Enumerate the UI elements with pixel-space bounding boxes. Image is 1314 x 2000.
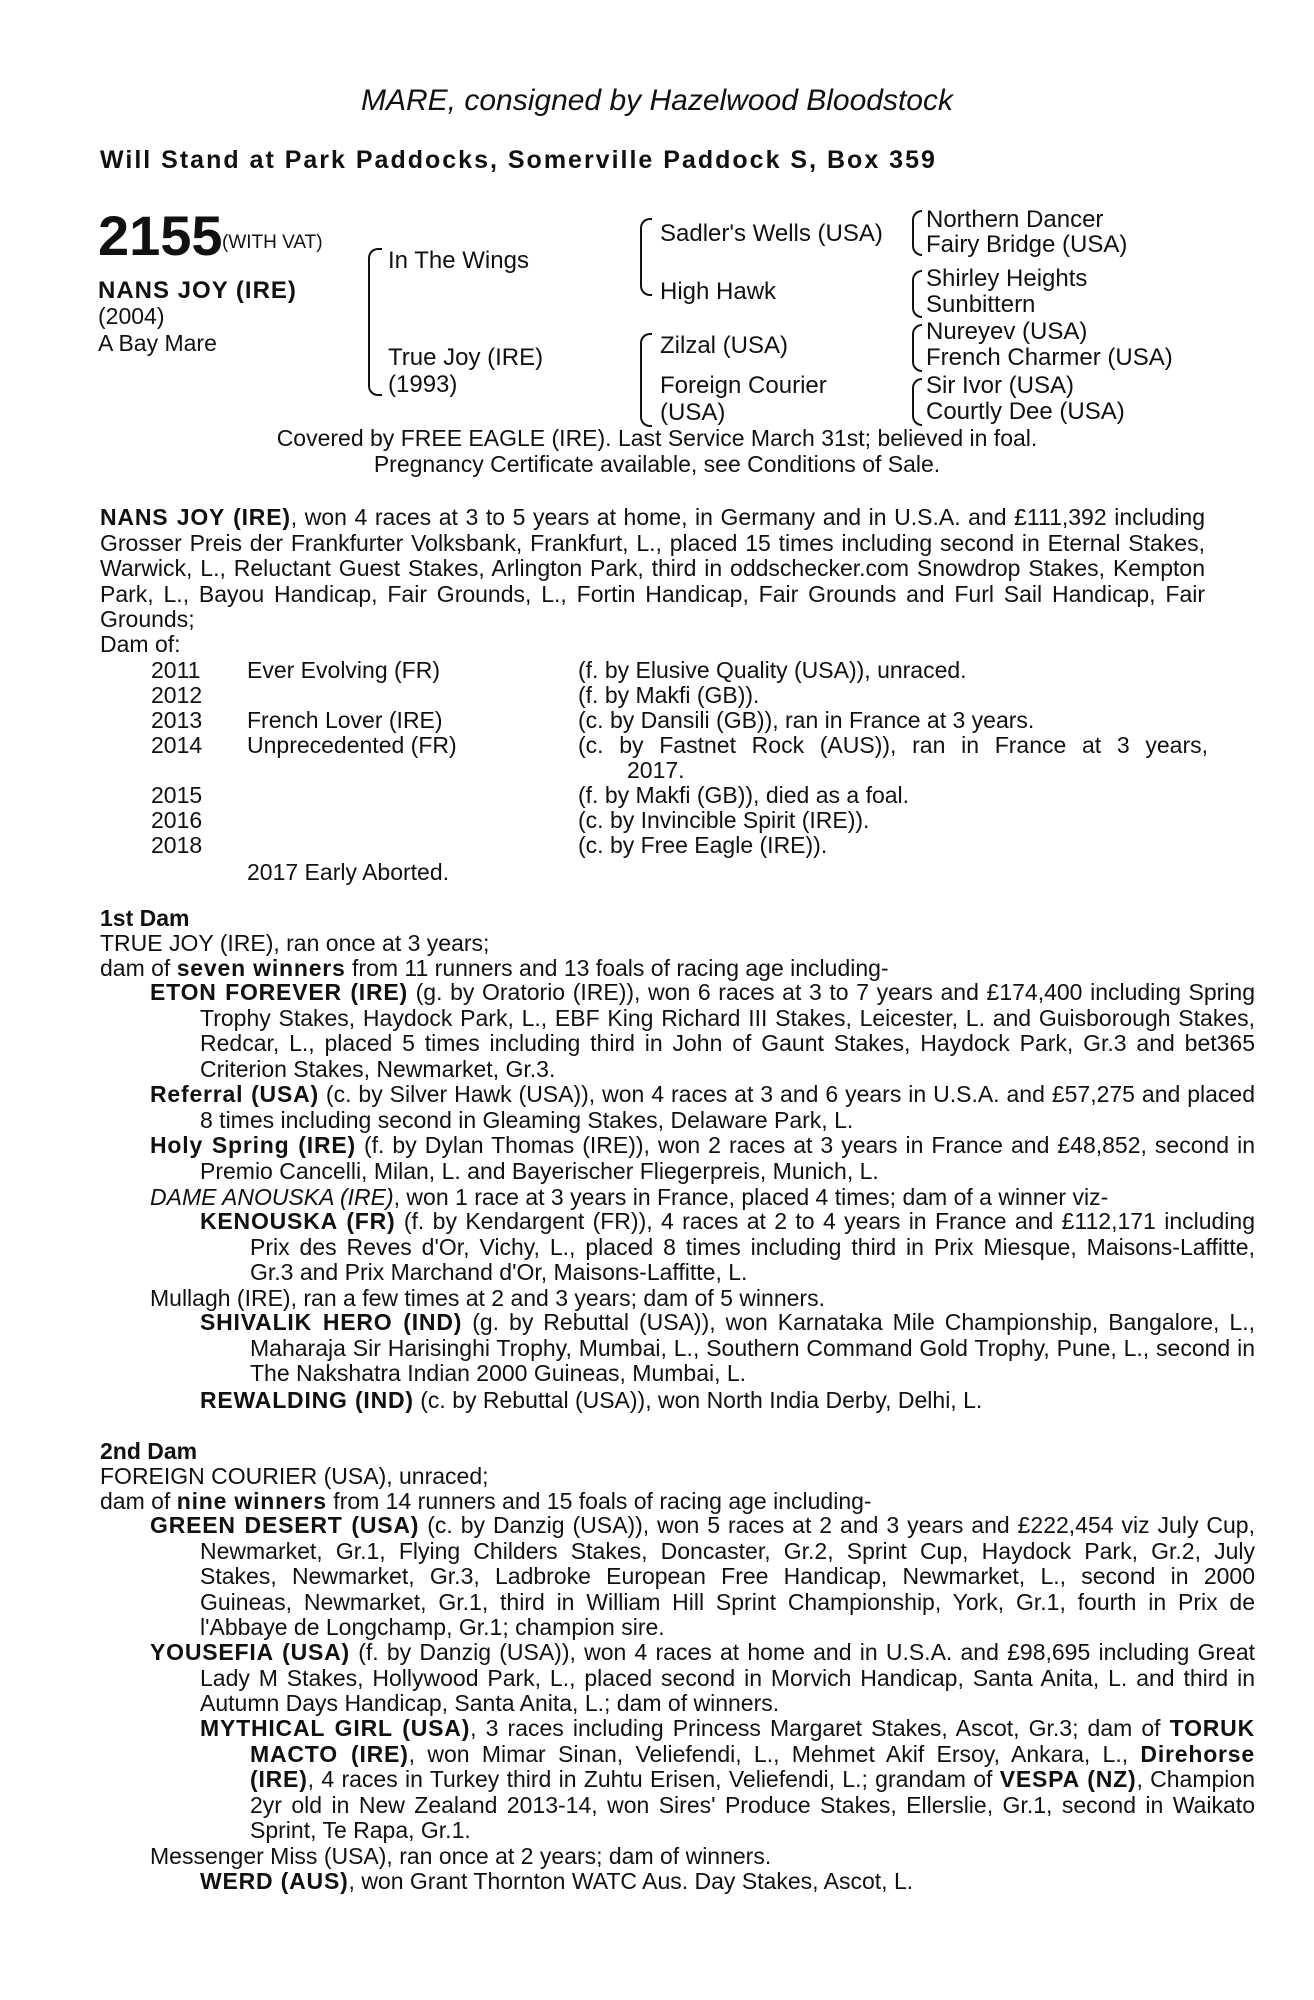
progeny-werd [200,1868,913,1895]
pedigree-ddd: Courtly Dee (USA) [926,398,1125,425]
pedigree-brace-ds [912,324,922,372]
pedigree-dds: Sir Ivor (USA) [926,372,1075,399]
vat-note: (WITH VAT) [222,232,323,253]
first-dam-line: TRUE JOY (IRE), ran once at 3 years; [100,930,490,956]
summary-text: dam of [100,955,177,981]
lot-number: 2155 [98,204,223,267]
produce-info: (c. by Invincible Spirit (IRE)). [578,807,870,833]
progeny-eton-forever [150,980,1255,1082]
pedigree-sds: Shirley Heights [926,265,1088,292]
horse-name: NANS JOY (IRE) [98,277,297,304]
pedigree-dam-dam-2: (USA) [660,399,726,426]
progeny-text: (c. by Rebuttal (USA)), won North India Derby, Delhi, L. [413,1387,983,1413]
produce-info: (f. by Elusive Quality (USA)), unraced. [578,657,967,683]
pedigree-sire-dam: High Hawk [660,278,777,305]
progeny-text: (f. by Kendargent (FR)), 4 races at 2 to 4 years in France and £112,171 including Prix des Reves d'Or, Vichy, L., placed 8 times including third in Prix Miesque, Maisons-Laffitte, Gr.3 and Prix Marchand d'Or, Maisons-Laffitte, L. [250,1208,1255,1285]
progeny-mythical-girl [200,1716,1255,1844]
second-dam-heading: 2nd Dam [100,1438,198,1464]
produce-year: 2011 [151,657,201,683]
pedigree-dss: Nureyev (USA) [926,318,1088,345]
progeny-text: , Champion 2yr old in New Zealand 2013-14, won Sires' Produce Stakes, Ellerslie, Gr.1, second in Waikato Sprint, Te Rapa, Gr.1. [250,1766,1255,1843]
progeny-name: SHIVALIK HERO (IND) [200,1309,463,1335]
progeny-holy-spring [150,1133,1255,1184]
pedigree-sire: In The Wings [388,247,529,274]
progeny-text: , won Grant Thornton WATC Aus. Day Stakes, Ascot, L. [348,1868,914,1894]
pedigree-dam-sire: Zilzal (USA) [660,332,789,359]
produce-name: Unprecedented (FR) [247,732,457,758]
produce-info: (c. by Fastnet Rock (AUS)), ran in France at 3 years, [578,732,1208,758]
pedigree-brace-ss [912,210,922,256]
produce-year: 2015 [151,782,203,808]
progeny-name: VESPA (NZ) [999,1766,1137,1792]
produce-year: 2013 [151,707,203,733]
pedigree-brace-main [368,248,382,396]
horse-year: (2004) [98,303,165,329]
progeny-kenouska [200,1209,1255,1286]
progeny-name: GREEN DESERT (USA) [150,1512,420,1538]
stand-location: Will Stand at Park Paddocks, Somerville Paddock S, Box 359 [100,146,937,174]
pedigree-ssd: Fairy Bridge (USA) [926,231,1128,258]
progeny-green-desert [150,1513,1255,1641]
pedigree-sdd: Sunbittern [926,291,1036,318]
progeny-dame-anouska [150,1184,1108,1211]
progeny-name: REWALDING (IND) [200,1387,414,1413]
progeny-name: Referral (USA) [150,1081,319,1107]
progeny-mullagh: Mullagh (IRE), ran a few times at 2 and 3 years; dam of 5 winners. [150,1285,825,1311]
progeny-yousefia [150,1640,1255,1717]
first-dam-heading: 1st Dam [100,905,190,931]
progeny-text: (g. by Rebuttal (USA)), won Karnataka Mile Championship, Bangalore, L., Maharaja Sir Harisinghi Trophy, Mumbai, L., Southern Command Gold Trophy, Pune, L., second in The Nakshatra Indian 2000 Guineas, Mumbai, L. [250,1309,1256,1386]
progeny-referral [150,1082,1255,1133]
progeny-name: MYTHICAL GIRL (USA) [200,1715,471,1741]
produce-info: (c. by Dansili (GB)), ran in France at 3 years. [578,707,1035,733]
consignment-line: MARE, consigned by Hazelwood Bloodstock [361,84,953,117]
produce-info-cont: 2017. [627,757,685,783]
covered-line: Covered by FREE EAGLE (IRE). Last Service March 31st; believed in foal. [276,425,1038,451]
progeny-name: TORUK MACTO (IRE) [250,1715,1255,1767]
progeny-text: , won 1 race at 3 years in France, placed 4 times; dam of a winner viz- [393,1184,1109,1210]
progeny-name: WERD (AUS) [200,1868,349,1894]
dam-of-label: Dam of: [100,631,181,657]
produce-info: (f. by Makfi (GB)). [578,682,760,708]
progeny-shivalik-hero [200,1310,1255,1387]
summary-text: from 11 runners and 13 foals of racing age including- [345,955,889,981]
summary-winners: nine winners [176,1488,327,1514]
pedigree-sss: Northern Dancer [926,206,1104,233]
progeny-text: , 4 races in Turkey third in Zuhtu Erisen, Veliefendi, L.; grandam of [307,1766,1000,1792]
second-dam-summary [100,1488,872,1515]
progeny-text: (c. by Danzig (USA)), won 5 races at 2 and 3 years and £222,454 viz July Cup, Newmarket, Gr.1, Flying Childers Stakes, Doncaster, Gr.2, Sprint Cup, Haydock Park, Gr.2, July Stakes, Newmarket, Gr.3, Ladbroke European Free Handicap, Newmarket, L., second in 2000 Guineas, Newmarket, Gr.1, third in William Hill Sprint Championship, York, Gr.1, fourth in Prix de l'Abbaye de Longchamp, Gr.1; champion sire. [200,1512,1255,1640]
horse-description: A Bay Mare [98,330,217,356]
progeny-text: (c. by Silver Hawk (USA)), won 4 races at 3 and 6 years in U.S.A. and £57,275 and placed 8 times including second in Gleaming Stakes, Delaware Park, L. [200,1081,1256,1133]
progeny-name: Holy Spring (IRE) [150,1132,356,1158]
pregnancy-line: Pregnancy Certificate available, see Conditions of Sale. [373,451,941,477]
produce-info: (f. by Makfi (GB)), died as a foal. [578,782,910,808]
record-text: , won 4 races at 3 to 5 years at home, in Germany and in U.S.A. and £111,392 including Grosser Preis der Frankfurter Volksbank, Frankfurt, L., placed 15 times including second in Eternal Stakes, Warwick, L., Reluctant Guest Stakes, Arlington Park, third in oddschecker.com Snowdrop Stakes, Kempton Park, L., Bayou Handicap, Fair Grounds, L., Fortin Handicap, Fair Grounds and Furl Sail Handicap, Fair Grounds; [100,504,1205,632]
progeny-rewalding [200,1387,982,1414]
summary-winners: seven winners [176,955,346,981]
progeny-text: (g. by Oratorio (IRE)), won 6 races at 3 to 7 years and £174,400 including Spring Trophy Stakes, Haydock Park, L., EBF King Richard III Stakes, Leicester, L. and Guisborough Stakes, Redcar, L., placed 5 times including third in John of Gaunt Stakes, Haydock Park, Gr.3 and bet365 Criterion Stakes, Newmarket, Gr.3. [200,979,1255,1082]
progeny-text: (f. by Dylan Thomas (IRE)), won 2 races at 3 years in France and £48,852, second in Premio Cancelli, Milan, L. and Bayerischer Fliegerpreis, Munich, L. [200,1132,1255,1184]
produce-name: Ever Evolving (FR) [247,657,440,683]
summary-text: dam of [100,1488,177,1514]
produce-year: 2014 [151,732,203,758]
pedigree-dsd: French Charmer (USA) [926,344,1173,371]
progeny-name: YOUSEFIA (USA) [150,1639,351,1665]
pedigree-brace-dam [640,333,652,427]
race-record [100,505,1205,633]
second-dam-line: FOREIGN COURIER (USA), unraced; [100,1463,489,1489]
summary-text: from 14 runners and 15 foals of racing age including- [326,1488,872,1514]
progeny-name: Direhorse (IRE) [250,1740,1255,1792]
produce-note: 2017 Early Aborted. [247,859,450,885]
pedigree-sire-sire: Sadler's Wells (USA) [660,220,883,247]
pedigree-brace-sd [912,270,922,318]
produce-name: French Lover (IRE) [247,707,443,733]
produce-year: 2016 [151,807,203,833]
progeny-messenger-miss: Messenger Miss (USA), ran once at 2 years; dam of winners. [150,1843,772,1869]
first-dam-summary [100,955,889,982]
progeny-name: DAME ANOUSKA (IRE) [150,1184,394,1210]
progeny-name: ETON FOREVER (IRE) [150,979,408,1005]
pedigree-dam-year: (1993) [388,371,458,398]
progeny-text: , won Mimar Sinan, Veliefendi, L., Mehmet Akif Ersoy, Ankara, L., [408,1740,1141,1767]
produce-year: 2012 [151,682,203,708]
pedigree-brace-sire [640,218,652,296]
pedigree-dam: True Joy (IRE) [388,344,544,371]
pedigree-brace-dd [912,378,922,426]
pedigree-dam-dam: Foreign Courier [660,372,827,399]
produce-year: 2018 [151,832,203,858]
progeny-text: , 3 races including Princess Margaret Stakes, Ascot, Gr.3; dam of [470,1715,1170,1741]
record-horse-name: NANS JOY (IRE) [100,504,291,530]
produce-info: (c. by Free Eagle (IRE)). [578,832,828,858]
progeny-name: KENOUSKA (FR) [200,1208,396,1234]
progeny-text: (f. by Danzig (USA)), won 4 races at home and in U.S.A. and £98,695 including Great Lady M Stakes, Hollywood Park, L., placed second in Morvich Handicap, Santa Anita, L. and third in Autumn Days Handicap, Santa Anita, L.; dam of winners. [200,1639,1255,1716]
